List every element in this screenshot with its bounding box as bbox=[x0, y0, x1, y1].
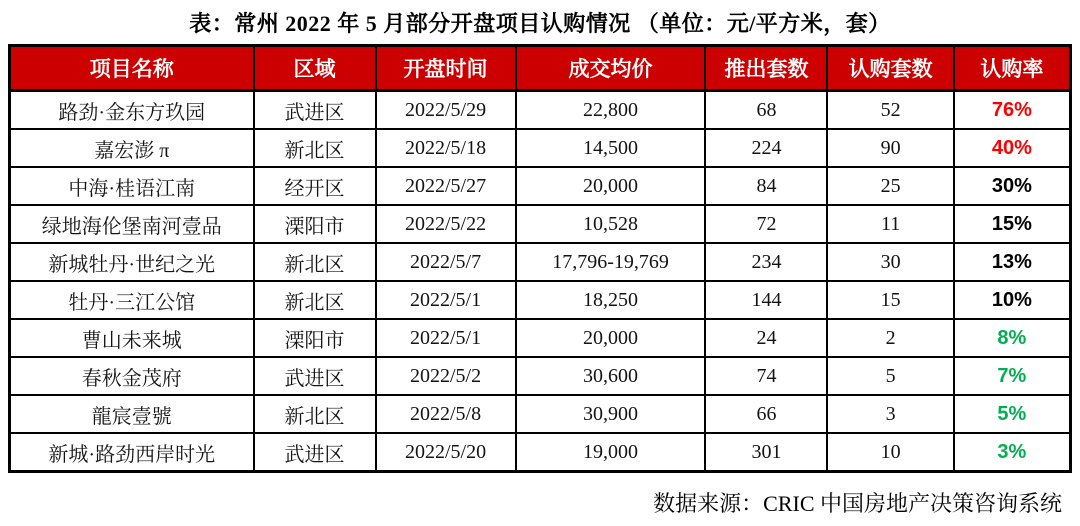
table-row bbox=[10, 167, 1071, 205]
subscription-rate-cell: 3% bbox=[954, 433, 1071, 472]
units-subscribed-cell: 30 bbox=[827, 243, 953, 281]
district-cell: 新北区 bbox=[254, 395, 376, 433]
units-launched-cell: 74 bbox=[705, 357, 827, 395]
col-header-units-launched: 推出套数 bbox=[705, 46, 827, 91]
table-header-row bbox=[10, 46, 1071, 91]
district-cell: 溧阳市 bbox=[254, 319, 376, 357]
project-name-cell: 春秋金茂府 bbox=[10, 357, 254, 395]
units-subscribed-cell: 10 bbox=[827, 433, 953, 472]
table-title bbox=[0, 0, 1080, 44]
units-launched-cell: 24 bbox=[705, 319, 827, 357]
units-subscribed-cell: 25 bbox=[827, 167, 953, 205]
units-launched-cell: 84 bbox=[705, 167, 827, 205]
units-subscribed-cell: 3 bbox=[827, 395, 953, 433]
col-header-opening-date: 开盘时间 bbox=[376, 46, 516, 91]
average-price-cell: 18,250 bbox=[516, 281, 706, 319]
table-title-text: 表：常州 2022 年 5 月部分开盘项目认购情况 （单位：元/平方米，套） bbox=[189, 10, 891, 36]
opening-date-cell: 2022/5/29 bbox=[376, 91, 516, 130]
opening-date-cell: 2022/5/2 bbox=[376, 357, 516, 395]
district-cell: 武进区 bbox=[254, 91, 376, 130]
average-price-cell: 20,000 bbox=[516, 167, 706, 205]
average-price-cell: 19,000 bbox=[516, 433, 706, 472]
units-launched-cell: 144 bbox=[705, 281, 827, 319]
table-row bbox=[10, 205, 1071, 243]
opening-date-cell: 2022/5/8 bbox=[376, 395, 516, 433]
subscription-rate-cell: 5% bbox=[954, 395, 1071, 433]
table-row bbox=[10, 319, 1071, 357]
table-row bbox=[10, 129, 1071, 167]
col-header-subscription-rate: 认购率 bbox=[954, 46, 1071, 91]
col-header-average-price: 成交均价 bbox=[516, 46, 706, 91]
units-subscribed-cell: 5 bbox=[827, 357, 953, 395]
table-row bbox=[10, 433, 1071, 472]
table-row bbox=[10, 243, 1071, 281]
subscription-rate-cell: 30% bbox=[954, 167, 1071, 205]
district-cell: 武进区 bbox=[254, 433, 376, 472]
units-launched-cell: 68 bbox=[705, 91, 827, 130]
col-header-project-name: 项目名称 bbox=[10, 46, 254, 91]
opening-date-cell: 2022/5/22 bbox=[376, 205, 516, 243]
opening-date-cell: 2022/5/1 bbox=[376, 319, 516, 357]
units-launched-cell: 224 bbox=[705, 129, 827, 167]
average-price-cell: 20,000 bbox=[516, 319, 706, 357]
units-subscribed-cell: 15 bbox=[827, 281, 953, 319]
project-name-cell: 新城牡丹·世纪之光 bbox=[10, 243, 254, 281]
units-launched-cell: 234 bbox=[705, 243, 827, 281]
subscription-rate-cell: 40% bbox=[954, 129, 1071, 167]
subscription-rate-cell: 7% bbox=[954, 357, 1071, 395]
units-launched-cell: 301 bbox=[705, 433, 827, 472]
opening-date-cell: 2022/5/7 bbox=[376, 243, 516, 281]
district-cell: 经开区 bbox=[254, 167, 376, 205]
table-header bbox=[10, 46, 1071, 91]
subscription-rate-cell: 13% bbox=[954, 243, 1071, 281]
col-header-district: 区域 bbox=[254, 46, 376, 91]
subscription-rate-cell: 76% bbox=[954, 91, 1071, 130]
subscription-rate-cell: 15% bbox=[954, 205, 1071, 243]
average-price-cell: 22,800 bbox=[516, 91, 706, 130]
average-price-cell: 30,900 bbox=[516, 395, 706, 433]
data-source-note: 数据来源：CRIC 中国房地产决策咨询系统 bbox=[653, 491, 1062, 516]
district-cell: 新北区 bbox=[254, 243, 376, 281]
subscription-table bbox=[8, 44, 1072, 473]
district-cell: 溧阳市 bbox=[254, 205, 376, 243]
average-price-cell: 10,528 bbox=[516, 205, 706, 243]
table-body bbox=[10, 91, 1071, 472]
subscription-rate-cell: 10% bbox=[954, 281, 1071, 319]
opening-date-cell: 2022/5/18 bbox=[376, 129, 516, 167]
units-launched-cell: 66 bbox=[705, 395, 827, 433]
average-price-cell: 30,600 bbox=[516, 357, 706, 395]
table-row bbox=[10, 281, 1071, 319]
average-price-cell: 17,796-19,769 bbox=[516, 243, 706, 281]
project-name-cell: 绿地海伦堡南河壹品 bbox=[10, 205, 254, 243]
subscription-rate-cell: 8% bbox=[954, 319, 1071, 357]
district-cell: 新北区 bbox=[254, 281, 376, 319]
units-launched-cell: 72 bbox=[705, 205, 827, 243]
table-row bbox=[10, 357, 1071, 395]
col-header-units-subscribed: 认购套数 bbox=[827, 46, 953, 91]
units-subscribed-cell: 11 bbox=[827, 205, 953, 243]
opening-date-cell: 2022/5/1 bbox=[376, 281, 516, 319]
project-name-cell: 路劲·金东方玖园 bbox=[10, 91, 254, 130]
project-name-cell: 中海·桂语江南 bbox=[10, 167, 254, 205]
opening-date-cell: 2022/5/27 bbox=[376, 167, 516, 205]
project-name-cell: 牡丹·三江公馆 bbox=[10, 281, 254, 319]
project-name-cell: 曹山未来城 bbox=[10, 319, 254, 357]
project-name-cell: 嘉宏澎 π bbox=[10, 129, 254, 167]
table-row bbox=[10, 395, 1071, 433]
table-row bbox=[10, 91, 1071, 130]
average-price-cell: 14,500 bbox=[516, 129, 706, 167]
project-name-cell: 龍宸壹號 bbox=[10, 395, 254, 433]
project-name-cell: 新城·路劲西岸时光 bbox=[10, 433, 254, 472]
units-subscribed-cell: 52 bbox=[827, 91, 953, 130]
units-subscribed-cell: 90 bbox=[827, 129, 953, 167]
opening-date-cell: 2022/5/20 bbox=[376, 433, 516, 472]
district-cell: 武进区 bbox=[254, 357, 376, 395]
district-cell: 新北区 bbox=[254, 129, 376, 167]
units-subscribed-cell: 2 bbox=[827, 319, 953, 357]
